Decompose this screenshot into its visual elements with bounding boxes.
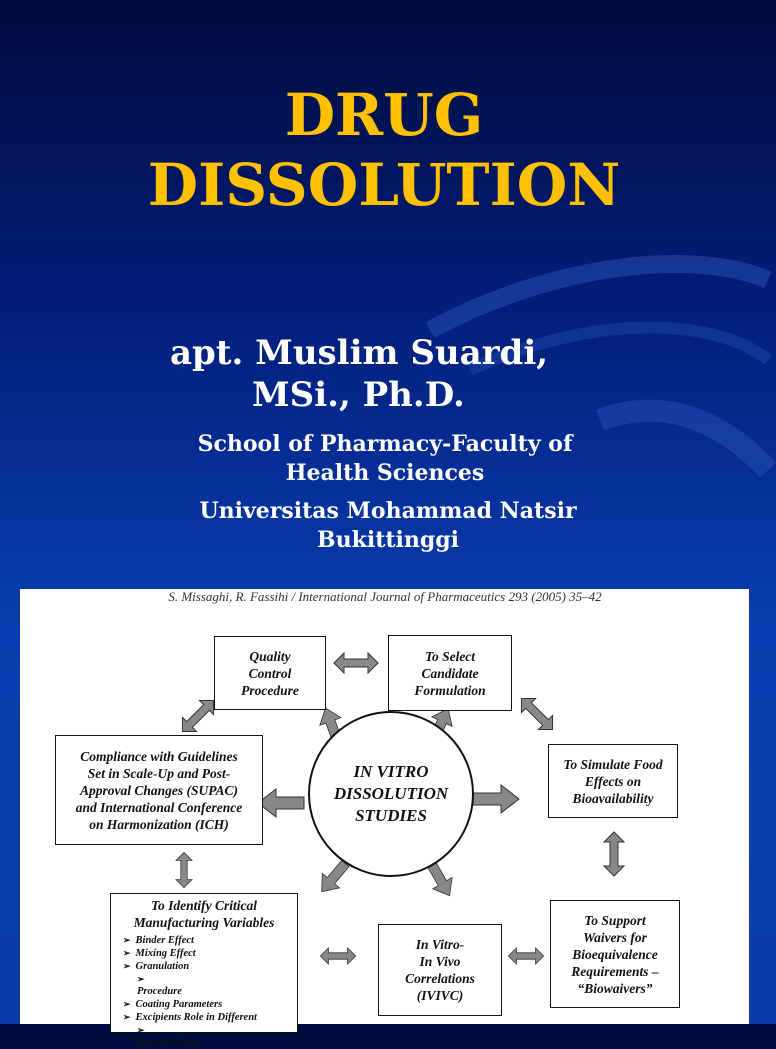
slide-title-line1: DRUG [284, 81, 484, 149]
university [0, 497, 776, 555]
affiliation-line2: Health Sciences [285, 460, 485, 486]
box-line: In Vivo [419, 954, 461, 969]
box-line: (IVIVC) [416, 988, 464, 1003]
box-line: Bioequivalence [572, 946, 658, 962]
double-arrow-critical-ivivc [320, 948, 355, 964]
university-line2: Bukittinggi [317, 527, 459, 553]
list-item-continuation [123, 1024, 297, 1049]
affiliation [0, 430, 770, 488]
box-line: Quality [249, 648, 291, 664]
double-arrow-compliance-critical [176, 852, 192, 887]
box-line: To Select [424, 648, 476, 664]
author-line1: apt. Muslim Suardi, [170, 333, 549, 373]
list-item: ➢ Excipients Role in Different [123, 1011, 297, 1024]
box-line: Candidate [421, 665, 479, 681]
double-arrow-qc-select [334, 653, 378, 673]
center-circle [308, 711, 474, 877]
arrow-to-compliance [258, 789, 304, 817]
box-line: Set in Scale-Up and Post- [87, 765, 231, 781]
box-line: Compliance with Guidelines [80, 748, 238, 764]
affiliation-line1: School of Pharmacy-Faculty of [197, 431, 573, 457]
center-line: STUDIES [355, 806, 427, 825]
list-item: ➢ Binder Effect [123, 934, 297, 947]
dissolution-diagram [20, 589, 749, 1048]
box-line: Requirements – [571, 963, 659, 979]
slide-title-line2: DISSOLUTION [147, 151, 621, 219]
center-line: IN VITRO [353, 762, 429, 781]
double-arrow-ivivc-waivers [508, 948, 543, 964]
quality-control-box [214, 636, 326, 710]
box-line: Formulation [414, 682, 486, 698]
box-line: Manufacturing Variables [133, 915, 275, 930]
ivivc-box [378, 924, 502, 1016]
box-line: To Identify Critical [150, 898, 257, 913]
box-line: Control [248, 665, 292, 681]
list-item-continuation [123, 973, 297, 998]
box-line: Effects on [584, 773, 642, 789]
box-line: Approval Changes (SUPAC) [79, 782, 239, 798]
author-line2: MSi., Ph.D. [252, 375, 465, 415]
box-line: In Vitro- [415, 937, 465, 952]
critical-variables-list [123, 934, 297, 1049]
author-name [170, 332, 610, 416]
biowaivers-box [550, 900, 680, 1008]
critical-variables-box [110, 893, 298, 1048]
list-item-text: ➢ Procedure [137, 986, 182, 997]
list-item: ➢ Mixing Effect [123, 947, 297, 960]
box-line: and International Conference [75, 799, 243, 815]
double-arrow-select-food [514, 691, 559, 736]
university-line1: Universitas Mohammad Natsir [199, 498, 577, 524]
center-line: DISSOLUTION [333, 784, 449, 803]
box-line: To Support [584, 912, 646, 928]
list-item: ➢ Coating Parameters [123, 998, 297, 1011]
box-line: Procedure [241, 682, 299, 698]
list-item: ➢ Granulation [123, 960, 297, 973]
food-effects-box [548, 744, 678, 818]
arrow-to-food [473, 785, 519, 813]
box-line: Bioavailability [572, 790, 654, 806]
box-line: “Biowaivers” [577, 980, 653, 996]
box-line: To Simulate Food [563, 756, 663, 772]
box-line: on Harmonization (ICH) [89, 816, 229, 832]
select-candidate-box [388, 635, 512, 711]
compliance-box [55, 735, 263, 845]
box-line: Waivers for [583, 929, 647, 945]
figure-citation: S. Missaghi, R. Fassihi / International Journal of Pharmaceutics 293 (2005) 35–42 [168, 589, 602, 604]
box-line: Correlations [405, 971, 475, 986]
list-item-text: ➢ Dosage Forms [137, 1037, 201, 1048]
double-arrow-food-waivers [604, 832, 624, 876]
